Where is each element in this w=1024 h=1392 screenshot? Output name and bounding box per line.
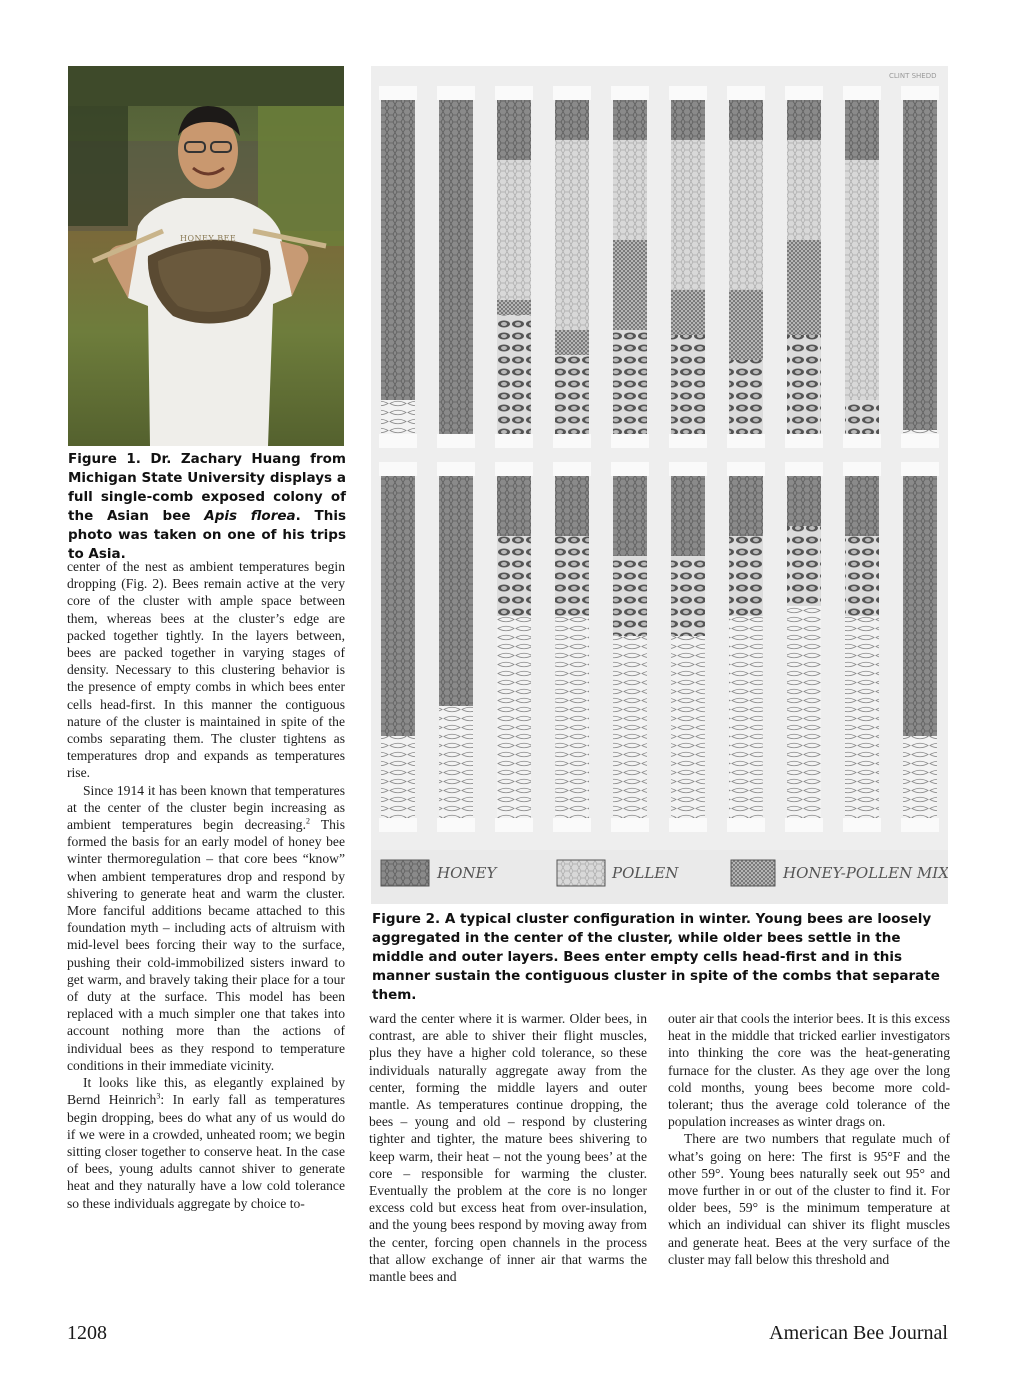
comb-lower-upper-section: [613, 330, 647, 434]
body-column-1: [67, 558, 345, 1212]
frame-middle-bar: [669, 434, 707, 448]
frame-middle-bar: [669, 462, 707, 476]
empty-cells-with-bees: [555, 616, 589, 818]
clustered-bees: [729, 536, 763, 616]
honey-pollen-mix-cells: [729, 290, 763, 360]
honey-cells: [671, 100, 705, 140]
honey-cells: [787, 100, 821, 140]
empty-cells-with-bees: [903, 736, 937, 818]
paragraph: ward the center where it is warmer. Older bees, in contrast, are able to shiver their flight muscles, plus they have a higher cold tolerance, so these individuals naturally aggregate away from the center, forming the middle layers and outer mantle. As temperatures continue dropping, the bees – young and old – respond by clustering tighter and tighter, the mature bees shivering to keep warm, their heat – not the young bees’ at the core – responsible for warming the cluster. Eventually the problem at the core is no longer excess cold but excess heat from over-insulation, and the young bees respond by moving away from the center, forcing open channels in the process that allow exchange of inner air that warms the mantle bees and: [369, 1011, 647, 1285]
frame-middle-bar: [437, 434, 475, 448]
paragraph-text: : In early fall as temperatures begin dropping, bees do what any of us would do if we were in a crowded, unheated room; we begin sitting closer together to conserve heat. In the case of bees, young adults cannot shiver to generate heat and they naturally have a low cold tolerance so these individuals aggregate by choice to-: [67, 1092, 345, 1211]
frame-middle-bar: [611, 462, 649, 476]
comb-lower-upper-section: [381, 400, 415, 434]
frame-top-bar: [785, 86, 823, 100]
frame-top-bar: [727, 86, 765, 100]
empty-cells-with-bees: [381, 736, 415, 818]
figure2-credit: CLINT SHEDD: [889, 72, 937, 80]
honey-pollen-mix-cells: [497, 300, 531, 315]
honey-cells: [845, 476, 879, 536]
clustered-bees: [845, 536, 879, 616]
frame-bottom-bar: [437, 818, 475, 832]
pollen-cells: [787, 140, 821, 240]
empty-cells-with-bees: [439, 706, 473, 818]
comb-lower-upper-section: [845, 400, 879, 434]
figure1-caption-species: Apis florea: [204, 508, 296, 524]
empty-cells-with-bees: [613, 636, 647, 818]
comb-lower-upper-section: [787, 335, 821, 434]
frame-middle-bar: [785, 434, 823, 448]
frame-middle-bar: [495, 462, 533, 476]
empty-cells-with-bees: [671, 636, 705, 818]
frame-bottom-bar: [843, 818, 881, 832]
pollen-cells: [613, 140, 647, 240]
frame-bottom-bar: [901, 818, 939, 832]
honey-cells: [903, 476, 937, 736]
pollen-cells: [729, 140, 763, 290]
legend-mix-swatch: [731, 860, 775, 886]
clustered-bees: [613, 556, 647, 636]
honey-cells: [555, 476, 589, 536]
paragraph-text: Since 1914 it has been known that temperatures at the center of the cluster begin increasing as ambient temperatures begin decreasing.: [67, 782, 345, 833]
legend-honey-label: HONEY: [437, 864, 497, 882]
comb-lower-upper-section: [729, 360, 763, 434]
shirt-text: HONEY BEE: [180, 234, 237, 243]
honey-pollen-mix-cells: [555, 330, 589, 355]
paragraph: [67, 782, 345, 1074]
paragraph: outer air that cools the interior bees. It is this excess heat in the middle that tricked earlier investigators into thinking the core was the heat-generating furnace for the cluster. As they age over the long cold months, young bees become more cold-tolerant; thus the average cold tolerance of the population increases as winter drags on.: [668, 1011, 950, 1130]
clustered-bees: [497, 536, 531, 616]
comb-lower-upper-section: [497, 315, 531, 434]
honey-cells: [497, 476, 531, 536]
honey-cells: [613, 476, 647, 556]
honey-cells: [845, 100, 879, 160]
pollen-cells: [555, 140, 589, 330]
frame-middle-bar: [727, 434, 765, 448]
clustered-bees: [555, 536, 589, 616]
empty-cells-with-bees: [729, 616, 763, 818]
frame-top-bar: [379, 86, 417, 100]
honey-cells: [555, 100, 589, 140]
reference-marker: 3: [156, 1091, 161, 1101]
journal-name: American Bee Journal: [769, 1322, 948, 1344]
honey-cells: [381, 100, 415, 400]
empty-cells-with-bees: [497, 616, 531, 818]
honey-cells: [439, 100, 473, 434]
frame-bottom-bar: [553, 818, 591, 832]
comb-lower-upper-section: [555, 355, 589, 434]
frame-top-bar: [843, 86, 881, 100]
page-number: 1208: [67, 1322, 107, 1344]
frame-middle-bar: [843, 434, 881, 448]
paragraph-text: This formed the basis for an early model of honey bee winter thermoregulation – that core bees “know” when ambient temperatures drop and respond by shivering to generate heat and warm the cluster. More fanciful additions became attached to this foundation myth – including acts of altruism with mid-level bees forcing their way to the surface, pushing their cold-immobilized sisters inward to get warm, and bravely taking their place for a tour of duty at the surface. This model has been replaced with a much simpler one that takes into account nothing more than the actions of individual bees as they respond to temperature conditions in their immediate vicinity.: [67, 817, 345, 1073]
comb-cluster-diagram: [371, 66, 948, 904]
frame-bottom-bar: [379, 818, 417, 832]
paragraph: There are two numbers that regulate much of what’s going on here: The first is 95°F and the other 59°. Young bees naturally seek out 95° and move further in or out of the cluster to find it. For older bees, 59° is the minimum temperature at which an individual can shiver its flight muscles and generate heat. Bees at the very surface of the cluster may fall below this threshold and: [668, 1131, 950, 1267]
frame-middle-bar: [553, 462, 591, 476]
legend-mix-label: HONEY-POLLEN MIX: [783, 864, 948, 882]
honey-cells: [787, 476, 821, 526]
honey-pollen-mix-cells: [613, 240, 647, 330]
comb-lower-upper-section: [671, 335, 705, 434]
legend-honey-swatch: [381, 860, 429, 886]
honey-cells: [903, 100, 937, 430]
frame-middle-bar: [437, 462, 475, 476]
honey-pollen-mix-cells: [671, 290, 705, 335]
pollen-cells: [671, 140, 705, 290]
clustered-bees: [671, 556, 705, 636]
clustered-bees: [787, 526, 821, 606]
frame-top-bar: [553, 86, 591, 100]
frame-top-bar: [669, 86, 707, 100]
honey-cells: [729, 100, 763, 140]
figure1-caption-text-end: . This photo was taken on one of his trips to Asia.: [68, 508, 346, 562]
figure1-caption-text: Figure 1. Dr. Zachary Huang from Michigan State University displays a full single-comb exposed colony of the Asian bee: [68, 451, 346, 524]
figure2-caption: Figure 2. A typical cluster configuration in winter. Young bees are loosely aggregated in the center of the cluster, while older bees settle in the middle and outer layers. Bees enter empty cells head-first and in this manner sustain the contiguous cluster in spite of the combs that separate them.: [372, 911, 940, 1003]
body-column-3: [668, 1010, 950, 1268]
honey-cells: [671, 476, 705, 556]
frame-bottom-bar: [669, 818, 707, 832]
honey-pollen-mix-cells: [787, 240, 821, 335]
frame-middle-bar: [379, 434, 417, 448]
frame-middle-bar: [901, 434, 939, 448]
pollen-cells: [845, 160, 879, 400]
frame-middle-bar: [379, 462, 417, 476]
photo-illustration: [68, 66, 344, 446]
frame-middle-bar: [727, 462, 765, 476]
honey-cells: [439, 476, 473, 706]
empty-cells-with-bees: [845, 616, 879, 818]
legend-pollen-swatch: [557, 860, 605, 886]
body-column-2: [369, 1010, 647, 1285]
honey-cells: [729, 476, 763, 536]
frame-top-bar: [901, 86, 939, 100]
frame-middle-bar: [843, 462, 881, 476]
reference-marker: 2: [305, 816, 310, 826]
comb-lower-upper-section: [903, 430, 937, 434]
paragraph: center of the nest as ambient temperatures begin dropping (Fig. 2). Bees remain active at the very core of the cluster with ample space between them, whereas bees at the cluster’s edge are packed together tightly. In the layers between, bees are packed together in varying stages of density. Necessary to this clustering behavior is the presence of empty combs in which bees enter cells head-first. In this manner the contiguous nature of the cluster is maintained in spite of the combs separating them. The cluster tightens as temperatures drop and expands as temperatures rise.: [67, 559, 345, 781]
frame-bottom-bar: [611, 818, 649, 832]
figure1-photo: [68, 66, 344, 446]
frame-middle-bar: [611, 434, 649, 448]
empty-cells-with-bees: [787, 606, 821, 818]
honey-cells: [497, 100, 531, 160]
paragraph: [67, 1074, 345, 1212]
figure1-caption: [68, 450, 346, 564]
frame-middle-bar: [553, 434, 591, 448]
honey-cells: [613, 100, 647, 140]
frame-bottom-bar: [495, 818, 533, 832]
frame-top-bar: [611, 86, 649, 100]
pollen-cells: [497, 160, 531, 300]
frame-top-bar: [495, 86, 533, 100]
honey-cells: [381, 476, 415, 736]
paragraph-text: It looks like this, as elegantly explained by Bernd Heinrich: [67, 1075, 345, 1108]
frame-bottom-bar: [727, 818, 765, 832]
frame-middle-bar: [495, 434, 533, 448]
legend-pollen-label: POLLEN: [612, 864, 679, 882]
frame-middle-bar: [785, 462, 823, 476]
frame-middle-bar: [901, 462, 939, 476]
figure2-diagram: [371, 66, 948, 904]
frame-bottom-bar: [785, 818, 823, 832]
frame-top-bar: [437, 86, 475, 100]
